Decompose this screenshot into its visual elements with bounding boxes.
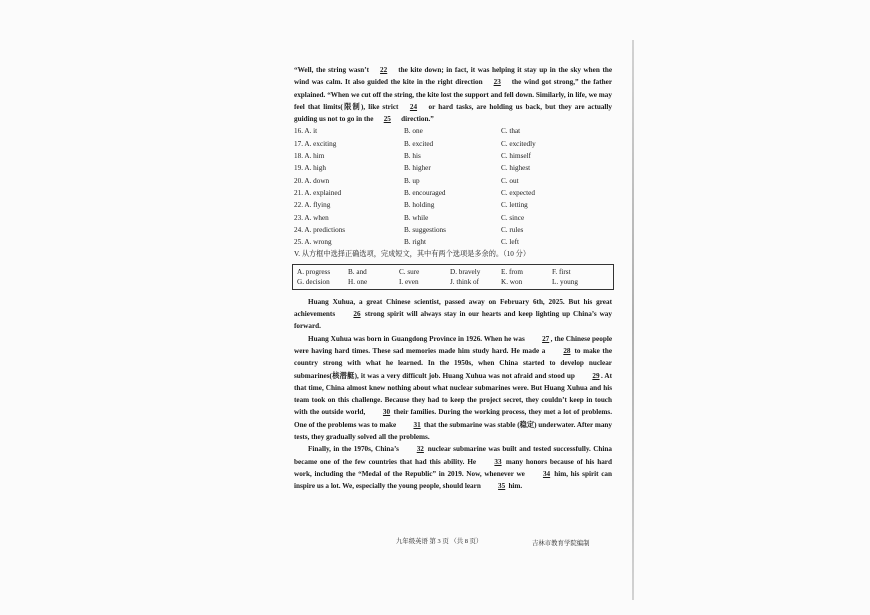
option-b: B. his (404, 152, 421, 161)
word-box (292, 264, 614, 290)
word-choice: G. decision (297, 277, 330, 286)
publisher-footer: 吉林市教育学院编制 (532, 540, 590, 547)
word-choice: I. even (399, 277, 419, 286)
option-row (294, 187, 612, 199)
blank-31: 31 (413, 420, 421, 429)
options-list (294, 125, 612, 248)
option-row (294, 236, 612, 248)
option-c: C. letting (501, 201, 528, 210)
blank-27: 27 (542, 334, 550, 343)
blank-35: 35 (498, 482, 506, 491)
word-box-row (297, 277, 609, 287)
option-row (294, 175, 612, 187)
option-b: B. right (404, 238, 426, 247)
option-c: C. that (501, 127, 521, 136)
text-run: Huang Xuhua was born in Guangdong Province in 1926. When he was (308, 334, 525, 343)
text-run: strong spirit will always stay in our hearts and keep lighting up China’s way forward. (294, 310, 612, 331)
option-b: B. encouraged (404, 188, 446, 197)
word-box-row (297, 267, 609, 277)
option-b: B. holding (404, 201, 435, 210)
word-choice: J. think of (450, 277, 479, 286)
option-row (294, 199, 612, 211)
option-c: C. excitedly (501, 139, 536, 148)
option-b: B. up (404, 176, 420, 185)
option-a: 22. A. flying (294, 201, 331, 210)
text-run: that the submarine was stable (稳定) underwater. After many tests, they gradually solved all the problems. (294, 420, 613, 442)
passage-paragraph-2 (294, 333, 612, 444)
intro-paragraph (294, 64, 612, 125)
option-a: 24. A. predictions (294, 225, 346, 234)
exam-content (294, 64, 612, 493)
word-choice: H. one (348, 277, 368, 286)
option-b: B. excited (404, 139, 434, 148)
option-b: B. one (404, 127, 423, 136)
page-fold-shadow (632, 40, 634, 600)
blank-24: 24 (409, 102, 418, 111)
word-choice: A. progress (297, 267, 331, 276)
option-row (294, 224, 612, 236)
word-choice: D. bravely (450, 267, 481, 276)
text-run: Huang Xuhua, a great Chinese scientist, passed away on February 6th, 2025. But his great achievements (294, 297, 612, 319)
text-run: him. (508, 482, 523, 491)
option-row (294, 212, 612, 224)
page-number-footer: 九年级英语 第 3 页 （共 8 页） (396, 538, 483, 545)
option-c: C. left (501, 238, 519, 247)
text-run: or hard tasks, are holding us back, but they are actually guiding us not to go in the (294, 102, 613, 124)
text-run: the wind got strong,” the father explained. “When we cut off the string, the kite lost the support and fell down. Similarly, in life, we may feel that limits(限制), like strict (294, 78, 613, 111)
blank-26: 26 (353, 310, 361, 319)
word-choice: K. won (501, 277, 523, 286)
blank-29: 29 (592, 371, 600, 380)
option-c: C. himself (501, 152, 531, 161)
option-b: B. suggestions (404, 225, 446, 234)
option-row (294, 138, 612, 150)
blank-22: 22 (380, 66, 388, 74)
option-row (294, 150, 612, 162)
blank-34: 34 (542, 469, 551, 478)
text-run: many honors because of his hard work, including the “Medal of the Republic” in 2019. Now, whenever we (294, 457, 612, 478)
option-a: 23. A. when (294, 213, 329, 222)
blank-30: 30 (382, 408, 391, 417)
text-run: the kite down; in fact, it was helping it stay up in the sky when the wind was calm. It also guided the kite in the right direction (294, 66, 613, 87)
option-c: C. rules (501, 225, 524, 234)
text-run: to make the country strong with what he learned. In the 1950s, when China started to develop nuclear submarines(核潜艇), it was a very difficult job. Huang Xuhua was not afraid and stood up (294, 346, 613, 380)
option-row (294, 125, 612, 137)
option-c: C. since (501, 213, 525, 222)
passage (294, 296, 612, 493)
text-run: their families. During the working process, they met a lot of problems. One of the problems was to make (294, 408, 612, 429)
option-a: 25. A. wrong (294, 238, 332, 247)
word-choice: F. first (552, 267, 571, 276)
section-v-title: V. 从方框中选择正确选项，完成短文，其中有两个选项是多余的。（10 分） (294, 250, 531, 259)
option-c: C. out (501, 176, 519, 185)
option-b: B. while (404, 213, 429, 222)
option-row (294, 162, 612, 174)
word-choice: E. from (501, 267, 523, 276)
text-run: direction.” (401, 115, 434, 124)
text-run: Finally, in the 1970s, China’s (308, 445, 399, 454)
option-a: 21. A. explained (294, 188, 342, 197)
text-run: him, his spirit can inspire us a lot. We, especially the young people, should learn (294, 469, 612, 491)
option-c: C. highest (501, 164, 531, 173)
text-run: . At that time, China almost knew nothing about what nuclear submarines were. But Huang Xuhua and his team took on this challenge. Because they had to keep the project secret, they couldn’t keep in touch with the outside world, (294, 371, 613, 417)
option-a: 17. A. exciting (294, 139, 337, 148)
option-a: 20. A. down (294, 176, 330, 185)
option-a: 16. A. it (294, 127, 318, 136)
word-choice: B. and (348, 267, 367, 276)
blank-33: 33 (494, 457, 502, 466)
option-a: 18. A. him (294, 152, 325, 161)
option-c: C. expected (501, 188, 535, 197)
blank-28: 28 (563, 346, 571, 355)
blank-25: 25 (383, 115, 391, 124)
passage-paragraph-3 (294, 443, 612, 492)
word-choice: C. sure (399, 267, 420, 276)
text-run: , the Chinese people were having hard times. These sad memories made him study hard. He made a (294, 334, 613, 355)
passage-paragraph-1 (294, 296, 612, 333)
blank-23: 23 (493, 78, 501, 87)
option-b: B. higher (404, 164, 431, 173)
blank-32: 32 (416, 445, 424, 454)
text-run: nuclear submarine was built and tested successfully. China became one of the few countries that had this ability. He (294, 445, 613, 466)
option-a: 19. A. high (294, 164, 326, 173)
word-choice: L. young (552, 277, 578, 286)
text-run: “Well, the string wasn’t (294, 66, 370, 74)
